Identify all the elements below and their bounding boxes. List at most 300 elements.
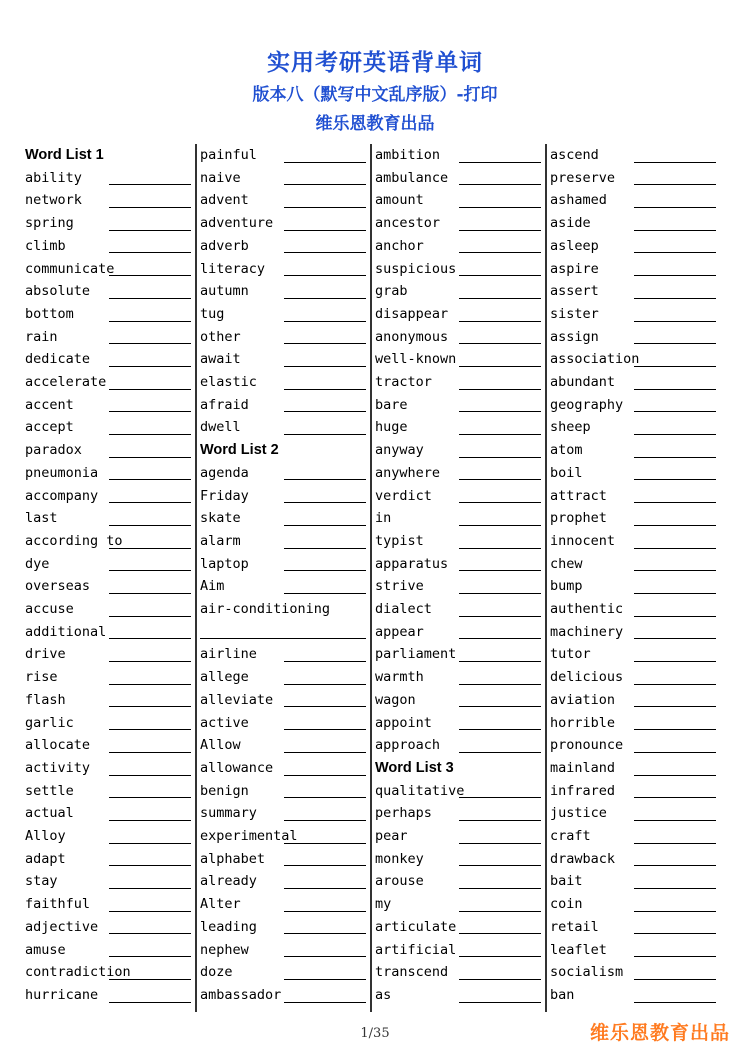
word-row — [550, 167, 722, 190]
word-row — [25, 598, 197, 621]
word-row — [25, 394, 197, 417]
word-row — [375, 802, 547, 825]
word-text: my — [375, 896, 392, 913]
answer-blank-line — [109, 230, 191, 231]
word-text: bump — [550, 578, 583, 595]
word-row — [550, 189, 722, 212]
answer-blank-line — [284, 706, 366, 707]
answer-blank-line — [634, 502, 716, 503]
answer-blank-line — [109, 1002, 191, 1003]
word-list-heading — [25, 144, 197, 167]
answer-blank-line — [634, 321, 716, 322]
word-row — [200, 507, 372, 530]
answer-blank-line — [634, 162, 716, 163]
word-row — [25, 530, 197, 553]
watermark-logo: 维乐恩教育出品 — [589, 1022, 730, 1044]
word-text: accuse — [25, 601, 74, 617]
answer-blank-line — [109, 752, 191, 753]
answer-blank-line — [459, 548, 541, 549]
answer-blank-line — [459, 820, 541, 821]
word-text: tutor — [550, 646, 591, 663]
answer-blank-line — [459, 684, 541, 685]
word-text: assert — [550, 283, 599, 300]
answer-blank-line — [634, 479, 716, 480]
word-row — [375, 326, 547, 349]
word-text: climb — [25, 237, 66, 254]
answer-blank-line — [459, 502, 541, 503]
publisher-line: 维乐恩教育出品 — [315, 114, 435, 134]
word-text: contradiction — [25, 964, 131, 981]
word-text: leading — [200, 918, 257, 935]
word-text: ability — [25, 169, 82, 186]
word-text: stay — [25, 873, 58, 890]
word-row — [375, 439, 547, 462]
word-text: allowance — [200, 759, 274, 776]
answer-blank-line — [459, 411, 541, 412]
word-row — [25, 643, 197, 666]
answer-blank-line — [459, 729, 541, 730]
word-text: chew — [550, 555, 583, 572]
answer-blank-line — [109, 321, 191, 322]
word-row — [550, 757, 722, 780]
word-row — [550, 303, 722, 326]
answer-blank-line — [634, 706, 716, 707]
word-text: summary — [200, 805, 257, 822]
word-row — [375, 212, 547, 235]
word-row — [550, 984, 722, 1007]
answer-blank-line — [284, 184, 366, 185]
word-text: Alter — [200, 896, 241, 913]
answer-blank-line — [109, 343, 191, 344]
word-text: doze — [200, 964, 233, 981]
word-row — [200, 530, 372, 553]
word-text: painful — [200, 147, 257, 163]
word-row — [25, 870, 197, 893]
answer-blank-line — [284, 479, 366, 480]
word-row — [550, 394, 722, 417]
word-text: laptop — [200, 555, 249, 572]
word-row — [550, 825, 722, 848]
word-row — [375, 939, 547, 962]
answer-blank-line — [284, 1002, 366, 1003]
word-row — [550, 485, 722, 508]
word-text: anonymous — [375, 328, 449, 345]
answer-blank-line — [109, 457, 191, 458]
answer-blank-line — [284, 252, 366, 253]
word-row — [200, 258, 372, 281]
answer-blank-line — [109, 502, 191, 503]
word-text: wagon — [375, 691, 416, 708]
word-row — [25, 553, 197, 576]
answer-blank-line — [109, 775, 191, 776]
word-text: settle — [25, 782, 74, 799]
word-text: alarm — [200, 532, 241, 549]
word-text: last — [25, 510, 58, 527]
word-text: appoint — [375, 714, 432, 731]
word-row — [375, 371, 547, 394]
word-row — [550, 530, 722, 553]
answer-blank-line — [459, 457, 541, 458]
word-row — [375, 734, 547, 757]
word-row — [200, 189, 372, 212]
answer-blank-line — [284, 525, 366, 526]
answer-blank-line — [284, 911, 366, 912]
answer-blank-line — [459, 343, 541, 344]
answer-blank-line — [634, 797, 716, 798]
word-list-heading-text: Word List 2 — [200, 442, 279, 459]
word-text: air-conditioning — [200, 601, 331, 617]
word-row — [200, 961, 372, 984]
word-text: arouse — [375, 873, 424, 890]
word-text: geography — [550, 396, 624, 413]
word-row — [550, 802, 722, 825]
word-row — [25, 689, 197, 712]
word-row — [200, 666, 372, 689]
word-row — [550, 371, 722, 394]
word-row — [25, 167, 197, 190]
word-row — [375, 144, 547, 167]
answer-blank-line — [284, 820, 366, 821]
word-text: ambulance — [375, 169, 449, 186]
word-text: appear — [375, 623, 424, 640]
word-text: mainland — [550, 759, 616, 776]
answer-blank-line — [634, 389, 716, 390]
word-row — [550, 280, 722, 303]
answer-blank-line — [634, 570, 716, 571]
word-text: elastic — [200, 374, 257, 390]
answer-blank-line — [459, 162, 541, 163]
word-text: dedicate — [25, 351, 91, 368]
word-text: leaflet — [550, 941, 607, 958]
word-row — [550, 258, 722, 281]
word-row — [25, 348, 197, 371]
word-text: apparatus — [375, 555, 449, 572]
word-row — [200, 848, 372, 871]
answer-blank-line — [459, 797, 541, 798]
word-text: approach — [375, 737, 441, 754]
answer-blank-line — [284, 366, 366, 367]
word-text: airline — [200, 646, 257, 663]
word-row — [200, 757, 372, 780]
word-row — [200, 553, 372, 576]
answer-blank-line — [109, 706, 191, 707]
word-text: alphabet — [200, 850, 266, 867]
answer-blank-line — [634, 661, 716, 662]
word-text: overseas — [25, 578, 91, 595]
answer-blank-line — [459, 321, 541, 322]
answer-blank-line — [109, 684, 191, 685]
word-text: typist — [375, 532, 424, 549]
word-text: pneumonia — [25, 464, 99, 481]
answer-blank-line — [634, 1002, 716, 1003]
word-row — [550, 235, 722, 258]
word-text: suspicious — [375, 260, 457, 277]
word-row — [200, 235, 372, 258]
word-text: aside — [550, 215, 591, 232]
word-row — [375, 530, 547, 553]
word-text: adjective — [25, 918, 99, 935]
word-text: ambition — [375, 147, 441, 163]
word-row — [25, 507, 197, 530]
answer-blank-line — [109, 207, 191, 208]
answer-blank-line — [109, 275, 191, 276]
word-text: bare — [375, 396, 408, 413]
word-row — [375, 712, 547, 735]
word-row — [375, 416, 547, 439]
word-text: prophet — [550, 510, 607, 527]
word-row — [25, 326, 197, 349]
answer-blank-line — [634, 457, 716, 458]
word-row — [25, 439, 197, 462]
word-text: adventure — [200, 215, 274, 232]
word-row — [25, 416, 197, 439]
word-row — [25, 848, 197, 871]
word-row — [25, 485, 197, 508]
answer-blank-line — [109, 865, 191, 866]
word-row — [200, 870, 372, 893]
word-list-columns — [20, 144, 726, 1012]
answer-blank-line — [634, 729, 716, 730]
word-text: communicate — [25, 260, 115, 277]
word-row — [550, 507, 722, 530]
answer-blank-line — [634, 275, 716, 276]
word-row — [25, 212, 197, 235]
word-row — [25, 575, 197, 598]
answer-blank-line — [200, 638, 366, 639]
answer-blank-line — [634, 684, 716, 685]
answer-blank-line — [109, 570, 191, 571]
word-row — [550, 348, 722, 371]
word-text: additional — [25, 623, 107, 640]
word-row — [375, 848, 547, 871]
word-text: authentic — [550, 601, 624, 617]
answer-blank-line — [109, 389, 191, 390]
word-text: aviation — [550, 691, 616, 708]
answer-blank-line — [459, 979, 541, 980]
word-text: ban — [550, 986, 575, 1003]
word-row — [200, 825, 372, 848]
word-text: spring — [25, 215, 74, 232]
word-row — [25, 666, 197, 689]
word-text: await — [200, 351, 241, 368]
word-text: dialect — [375, 601, 432, 617]
word-text: alleviate — [200, 691, 274, 708]
word-text: retail — [550, 918, 599, 935]
word-text: ambassador — [200, 986, 282, 1003]
word-text: agenda — [200, 464, 249, 481]
answer-blank-line — [634, 956, 716, 957]
word-list-heading — [375, 757, 547, 780]
answer-blank-line — [459, 1002, 541, 1003]
answer-blank-line — [284, 752, 366, 753]
word-row — [375, 575, 547, 598]
word-row — [375, 303, 547, 326]
answer-blank-line — [109, 843, 191, 844]
word-text: paradox — [25, 442, 82, 459]
word-text: machinery — [550, 623, 624, 640]
answer-blank-line — [109, 979, 191, 980]
word-row — [550, 439, 722, 462]
word-text: rain — [25, 328, 58, 345]
word-text: accent — [25, 396, 74, 413]
word-row — [550, 870, 722, 893]
word-row — [550, 961, 722, 984]
word-text: qualitative — [375, 782, 465, 799]
word-text: ancestor — [375, 215, 441, 232]
answer-blank-line — [634, 933, 716, 934]
word-text: innocent — [550, 532, 616, 549]
answer-blank-line — [284, 797, 366, 798]
answer-blank-line — [634, 775, 716, 776]
answer-blank-line — [284, 434, 366, 435]
word-text: horrible — [550, 714, 616, 731]
word-text: preserve — [550, 169, 616, 186]
word-column-2 — [200, 144, 372, 1012]
column-divider — [545, 144, 547, 1012]
word-text: justice — [550, 805, 607, 822]
answer-blank-line — [634, 593, 716, 594]
answer-blank-line — [459, 638, 541, 639]
answer-blank-line — [634, 820, 716, 821]
answer-blank-line — [634, 911, 716, 912]
answer-blank-line — [459, 933, 541, 934]
answer-blank-line — [634, 298, 716, 299]
word-row — [550, 598, 722, 621]
word-row — [200, 416, 372, 439]
word-row — [200, 394, 372, 417]
answer-blank-line — [284, 298, 366, 299]
word-text: drawback — [550, 850, 616, 867]
word-text: network — [25, 192, 82, 209]
answer-blank-line — [284, 502, 366, 503]
word-row — [375, 485, 547, 508]
word-text: anyway — [375, 442, 424, 459]
answer-blank-line — [459, 366, 541, 367]
answer-blank-line — [109, 298, 191, 299]
answer-blank-line — [109, 933, 191, 934]
word-row — [25, 984, 197, 1007]
word-text: Allow — [200, 737, 241, 754]
word-row — [200, 598, 372, 621]
word-text: huge — [375, 419, 408, 436]
word-text: asleep — [550, 237, 599, 254]
word-row — [25, 802, 197, 825]
word-row — [200, 212, 372, 235]
word-text: other — [200, 328, 241, 345]
answer-blank-line — [284, 230, 366, 231]
word-row — [375, 235, 547, 258]
word-text: in — [375, 510, 392, 527]
word-text: advent — [200, 192, 249, 209]
word-row — [200, 462, 372, 485]
answer-blank-line — [109, 820, 191, 821]
word-row — [25, 734, 197, 757]
word-text: bait — [550, 873, 583, 890]
answer-blank-line — [284, 843, 366, 844]
word-row — [25, 371, 197, 394]
answer-blank-line — [284, 207, 366, 208]
answer-blank-line — [459, 843, 541, 844]
answer-blank-line — [634, 752, 716, 753]
word-text: rise — [25, 669, 58, 686]
answer-blank-line — [634, 434, 716, 435]
word-text: transcend — [375, 964, 449, 981]
column-divider — [370, 144, 372, 1012]
word-text: skate — [200, 510, 241, 527]
word-row — [25, 621, 197, 644]
word-list-heading — [200, 439, 372, 462]
word-row — [550, 689, 722, 712]
word-text: active — [200, 714, 249, 731]
page-title: 实用考研英语背单词 — [267, 50, 483, 76]
answer-blank-line — [284, 729, 366, 730]
answer-blank-line — [459, 184, 541, 185]
word-text: experimental — [200, 828, 298, 844]
word-text: abundant — [550, 374, 616, 390]
word-text: literacy — [200, 260, 266, 277]
word-text: boil — [550, 464, 583, 481]
answer-blank-line — [109, 616, 191, 617]
answer-blank-line — [109, 184, 191, 185]
word-row — [375, 984, 547, 1007]
answer-blank-line — [284, 343, 366, 344]
word-text: tractor — [375, 374, 432, 390]
word-text: amuse — [25, 941, 66, 958]
word-row — [375, 961, 547, 984]
word-text: dwell — [200, 419, 241, 436]
word-row — [550, 553, 722, 576]
answer-blank-line — [634, 343, 716, 344]
word-row — [200, 984, 372, 1007]
word-row — [550, 144, 722, 167]
word-text: coin — [550, 896, 583, 913]
word-text: atom — [550, 442, 583, 459]
answer-blank-line — [284, 411, 366, 412]
word-text: afraid — [200, 396, 249, 413]
answer-blank-line — [284, 775, 366, 776]
answer-blank-line — [459, 661, 541, 662]
word-row — [200, 734, 372, 757]
answer-blank-line — [459, 752, 541, 753]
word-row — [25, 757, 197, 780]
answer-blank-line — [459, 525, 541, 526]
word-text: ashamed — [550, 192, 607, 209]
word-text: well-known — [375, 351, 457, 368]
answer-blank-line — [284, 661, 366, 662]
word-row — [375, 916, 547, 939]
page-subtitle: 版本八（默写中文乱序版）-打印 — [252, 85, 498, 105]
word-row — [200, 348, 372, 371]
word-list-heading-text: Word List 1 — [25, 147, 104, 163]
word-row — [200, 712, 372, 735]
word-row — [550, 416, 722, 439]
answer-blank-line — [634, 525, 716, 526]
word-row — [550, 643, 722, 666]
word-text: aspire — [550, 260, 599, 277]
word-text: pronounce — [550, 737, 624, 754]
word-text: anywhere — [375, 464, 441, 481]
word-text: garlic — [25, 714, 74, 731]
word-row — [200, 780, 372, 803]
answer-blank-line — [284, 548, 366, 549]
word-text: Aim — [200, 578, 225, 595]
word-text: artificial — [375, 941, 457, 958]
word-text: grab — [375, 283, 408, 300]
word-text: according to — [25, 532, 123, 549]
word-row — [375, 462, 547, 485]
answer-blank-line — [634, 411, 716, 412]
answer-blank-line — [284, 593, 366, 594]
